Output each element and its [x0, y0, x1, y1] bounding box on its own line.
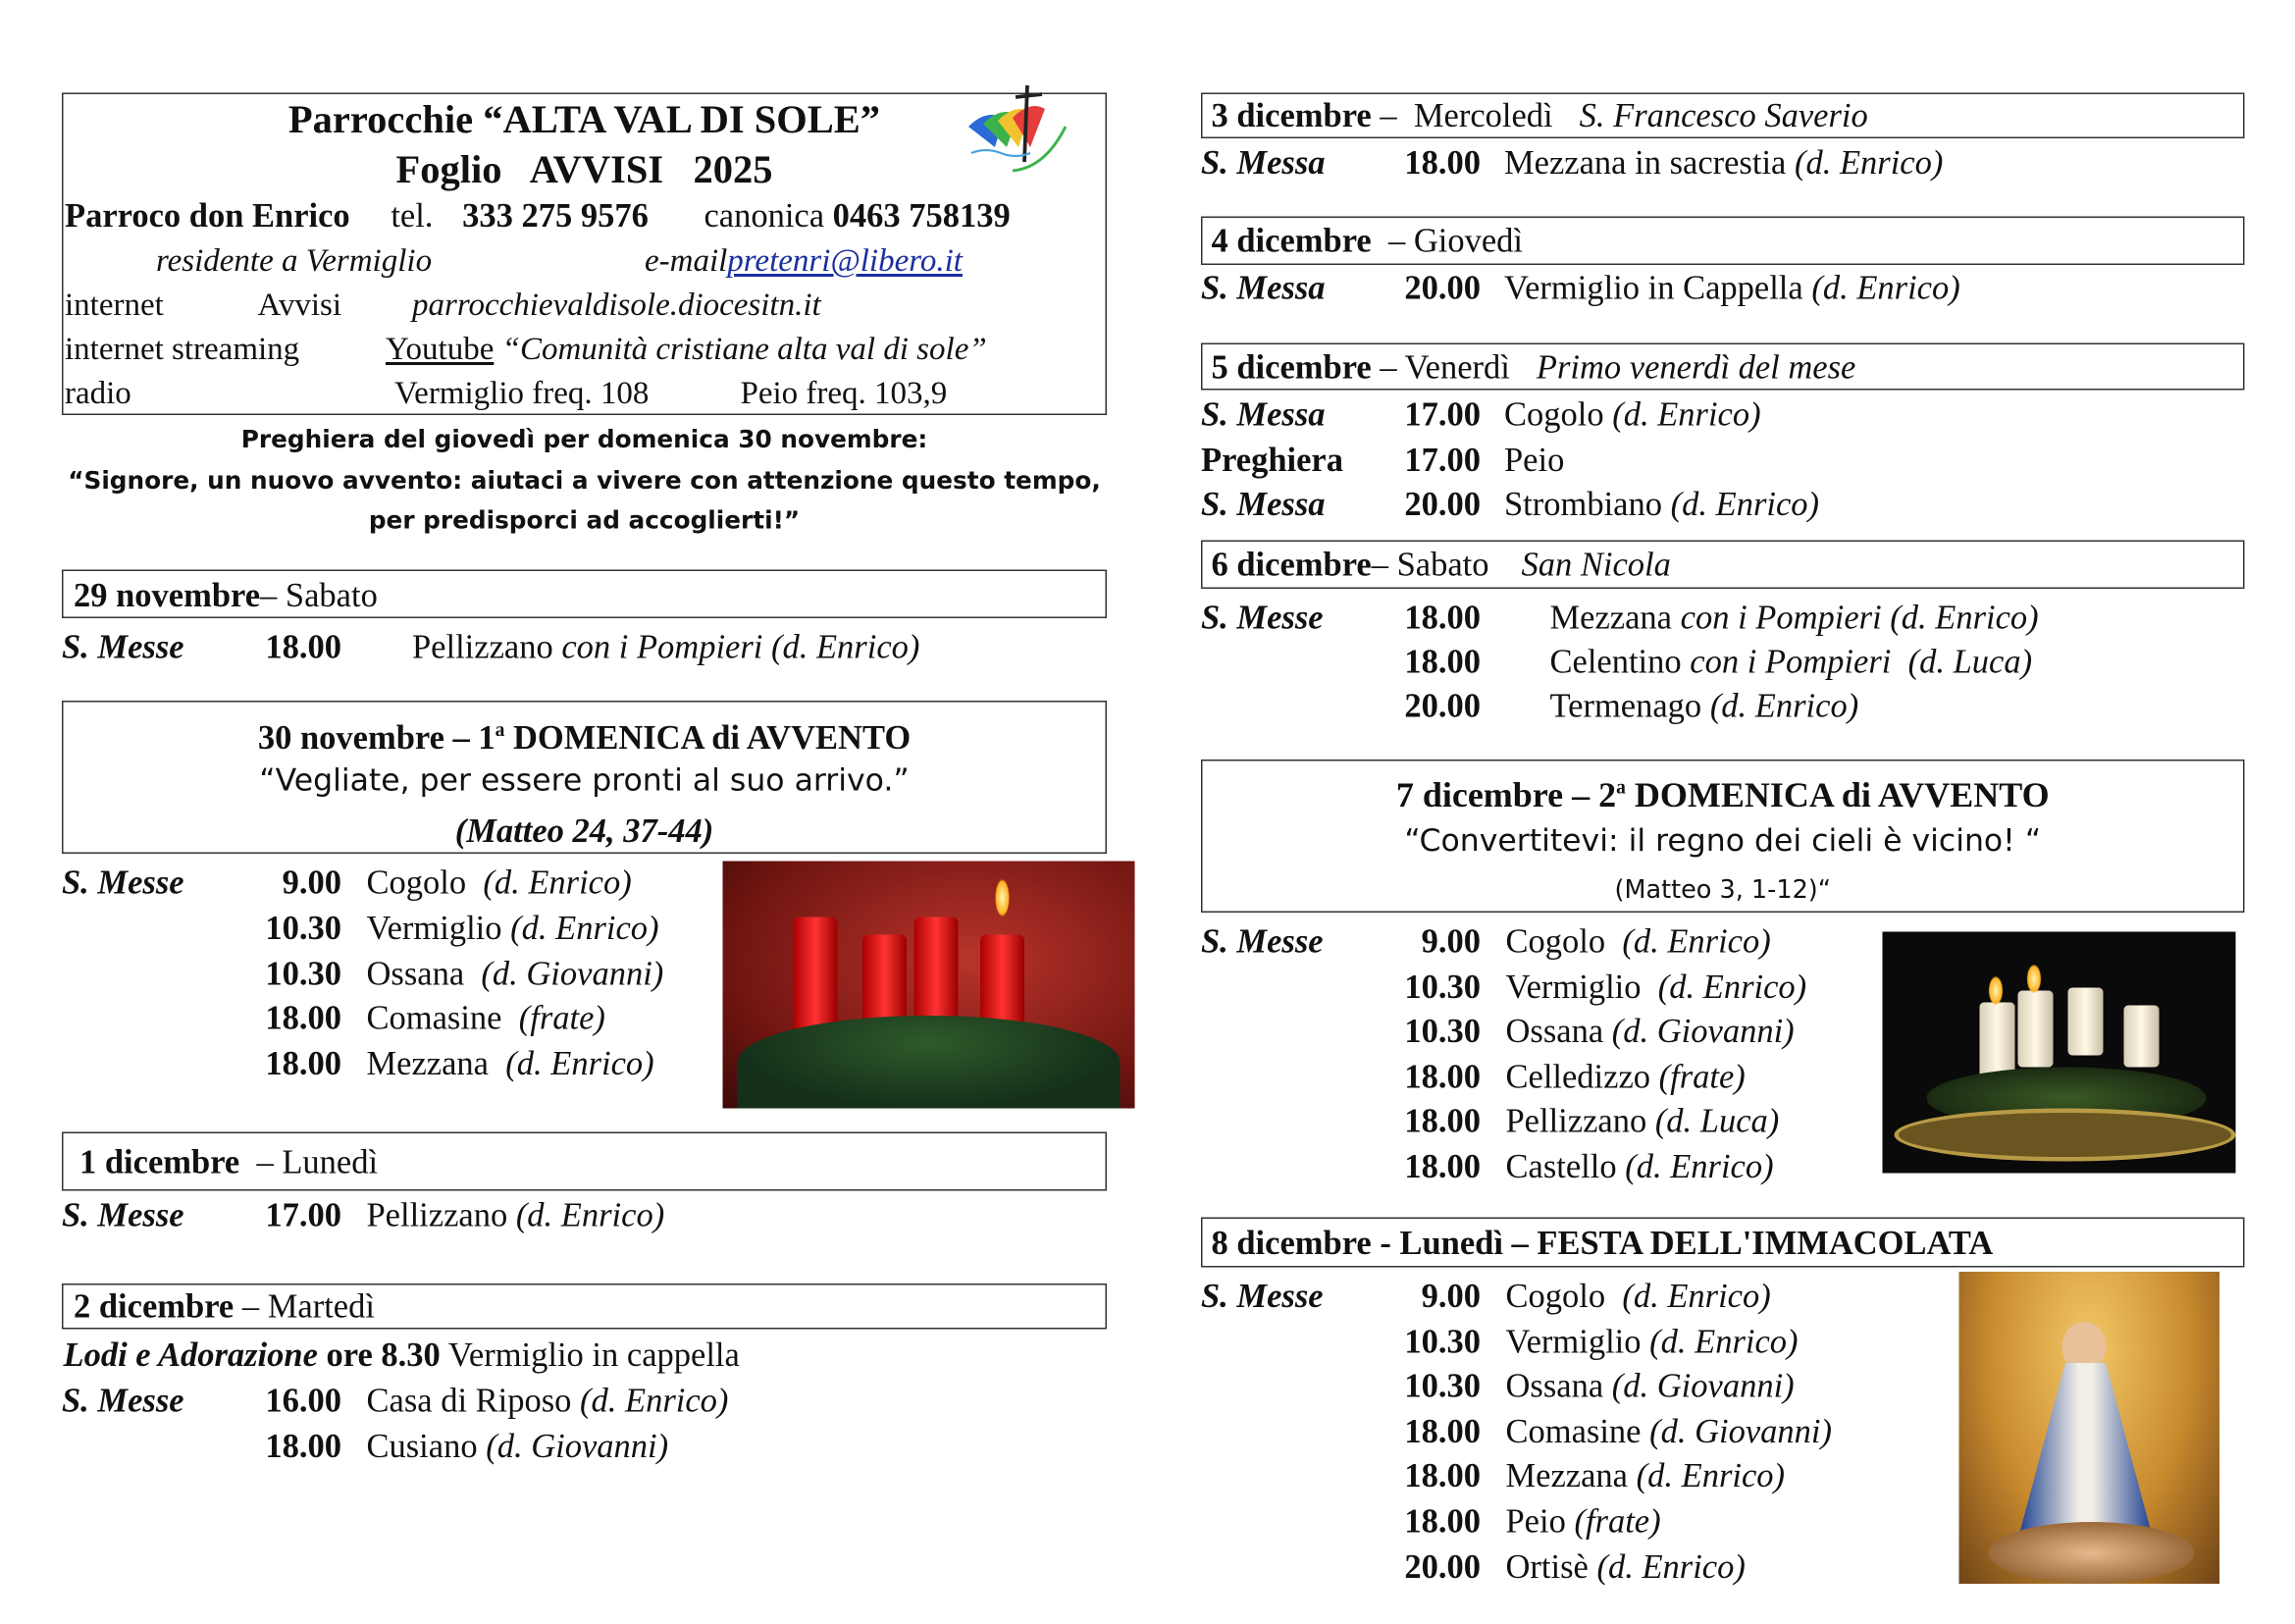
canonica-number: 0463 758139 [832, 197, 1011, 235]
service-location [1550, 686, 1859, 727]
celebrant-note: (d. Giovanni) [1611, 1013, 1795, 1050]
service-location [1506, 1102, 1780, 1143]
place: Casa di Riposo [366, 1382, 581, 1419]
celebrant-note: (d. Enrico) [1622, 1278, 1771, 1315]
ordinal: a [1616, 775, 1626, 798]
celebrant-note: (d. Enrico) [1636, 1457, 1786, 1495]
radio-peio: Peio freq. 103,9 [740, 374, 948, 411]
gospel-quote-nov30: “Vegliate, per essere pronti al suo arrivo.” [259, 762, 910, 798]
place: Vermiglio [366, 909, 511, 947]
contact-line [65, 196, 1011, 237]
heading-dic2 [74, 1286, 375, 1328]
celebrant-note: (frate) [518, 1000, 605, 1037]
celebrant-note: (d. Enrico) [1709, 687, 1859, 724]
service-location [412, 627, 919, 668]
service-type: S. Messa [1201, 486, 1326, 523]
avvisi-label: Avvisi [257, 286, 342, 323]
flame [995, 879, 1010, 917]
service-time: 18.00 [1404, 1502, 1481, 1540]
celebrant-note: (d. Giovanni) [1611, 1367, 1795, 1405]
service-time: 18.00 [1404, 1103, 1481, 1140]
service-location [1504, 143, 1943, 184]
place: Ossana [1505, 1367, 1612, 1405]
email-line [645, 240, 963, 282]
place: Pellizzano [366, 1196, 516, 1233]
place: Mezzana [1505, 1457, 1637, 1495]
canonica-label: canonica [704, 197, 825, 235]
service-time: 18.00 [1404, 144, 1481, 182]
service-time: 18.00 [265, 1000, 341, 1037]
celebrant-note: (d. Enrico) [510, 909, 659, 947]
service-time: 17.00 [265, 1196, 341, 1233]
lodi-time: ore 8.30 [326, 1336, 441, 1374]
celebrant-note: (d. Giovanni) [481, 954, 664, 992]
service-time: 17.00 [1404, 395, 1481, 433]
service-type: S. Messa [1201, 395, 1326, 433]
celebrant-note: (frate) [1658, 1058, 1746, 1095]
date: 7 dicembre – 2 [1395, 777, 1617, 815]
service-location [1550, 642, 2033, 683]
gospel-quote-dic7: “Convertitevi: il regno dei cieli è vicino! “ [1404, 822, 2042, 859]
day: – Giovedì [1371, 222, 1524, 259]
service-time: 18.00 [1404, 1412, 1481, 1450]
header-title: Parrocchie “ALTA VAL DI SOLE” [287, 97, 881, 141]
celebrant-note: (d. Luca) [1654, 1103, 1780, 1140]
service-time: 20.00 [1404, 1547, 1481, 1585]
header-subtitle: Foglio AVVISI 2025 [395, 147, 773, 191]
service-location [1506, 1546, 1746, 1588]
internet-label: internet [65, 286, 164, 323]
service-time: 20.00 [1404, 687, 1481, 724]
service-location [1506, 967, 1807, 1008]
place: Pellizzano [412, 628, 562, 665]
service-time: 10.30 [1404, 1322, 1481, 1360]
heading-dic1 [79, 1142, 378, 1183]
service-type: S. Messe [62, 628, 184, 665]
candle [794, 917, 838, 1035]
place: Peio [1504, 441, 1565, 478]
service-location [1506, 1321, 1799, 1362]
service-location [367, 999, 605, 1040]
service-time: 10.30 [1404, 968, 1481, 1005]
celebrant-note: (d. Enrico) [1596, 1547, 1746, 1585]
service-location [1506, 1411, 1833, 1452]
service-location [1506, 1277, 1771, 1318]
service-location [367, 863, 632, 904]
service-type: Preghiera [1201, 441, 1343, 478]
service-time: 18.00 [265, 1428, 341, 1465]
service-location [1506, 1456, 1786, 1497]
immacolata-painting-image [1959, 1272, 2220, 1584]
heading-nov30 [62, 709, 1107, 759]
service-location [1506, 1147, 1774, 1188]
date: 6 dicembre [1211, 546, 1372, 583]
celebrant-note: con i Pompieri (d. Enrico) [561, 628, 920, 665]
day: – Mercoledì [1371, 97, 1553, 134]
service-time: 9.00 [1421, 1278, 1481, 1315]
celebrant-note: (d. Enrico) [505, 1045, 654, 1082]
lodi-place: Vermiglio in cappella [447, 1336, 740, 1374]
day: – Venerdì [1371, 348, 1510, 386]
youtube-link[interactable]: Youtube [386, 330, 495, 367]
place: Pellizzano [1505, 1103, 1655, 1140]
place: Ossana [366, 954, 482, 992]
celebrant-note: (d. Enrico) [1811, 269, 1960, 306]
service-location [1506, 1012, 1795, 1053]
candle [1980, 1003, 2015, 1079]
service-type: S. Messa [1201, 269, 1326, 306]
celebrant-note: (d. Enrico) [515, 1196, 665, 1233]
date: 3 dicembre [1211, 97, 1372, 134]
streaming-label: internet streaming [65, 330, 300, 367]
ordinal: a [495, 718, 505, 741]
place: Vermiglio [1505, 968, 1658, 1005]
advent-wreath-red-candles-image [723, 862, 1135, 1109]
flame [1989, 976, 2004, 1006]
advent-wreath-white-candles-image [1883, 932, 2236, 1174]
place: Vermiglio in Cappella [1504, 269, 1812, 306]
service-time: 10.30 [1404, 1013, 1481, 1050]
candle [2068, 988, 2104, 1056]
place: Castello [1505, 1148, 1626, 1185]
service-location [1504, 485, 1819, 526]
service-time: 18.00 [265, 1045, 341, 1082]
service-location [367, 1427, 669, 1468]
candle [2018, 991, 2054, 1068]
candle [2124, 1006, 2160, 1068]
radio-label: radio [65, 374, 131, 411]
place: Termenago [1549, 687, 1710, 724]
service-time: 10.30 [1404, 1367, 1481, 1405]
place: Celledizzo [1505, 1058, 1659, 1095]
place: Vermiglio [1505, 1322, 1650, 1360]
celebrant-note: (d. Enrico) [1625, 1148, 1774, 1185]
place: Cusiano [366, 1428, 487, 1465]
celebrant-note: (frate) [1574, 1502, 1661, 1540]
date: 29 novembre [74, 577, 261, 614]
jubilee-logo [942, 82, 1071, 177]
lodi-row [64, 1336, 740, 1377]
service-time: 10.30 [265, 954, 341, 992]
service-time: 20.00 [1404, 269, 1481, 306]
service-location [1504, 394, 1761, 436]
streaming-line [386, 329, 987, 370]
service-location [367, 953, 664, 994]
figure-robe [2018, 1363, 2154, 1540]
place: Celentino [1549, 643, 1691, 680]
day: – Martedì [234, 1287, 375, 1325]
website[interactable]: parrocchievaldisole.diocesitn.it [412, 286, 821, 323]
celebrant-note: (d. Enrico) [483, 864, 632, 901]
service-location [1506, 921, 1771, 963]
service-time: 9.00 [1421, 922, 1481, 960]
prayer-text-1: “Signore, un nuovo avvento: aiutaci a vivere con attenzione questo tempo, [68, 466, 1101, 495]
date: 2 dicembre [74, 1287, 235, 1325]
service-type: S. Messe [1201, 1278, 1324, 1315]
service-type: S. Messe [1201, 599, 1324, 636]
tel-number: 333 275 9576 [462, 197, 649, 235]
service-time: 18.00 [1404, 1148, 1481, 1185]
celebrant-note: (d. Enrico) [1657, 968, 1807, 1005]
service-location [1506, 1057, 1746, 1098]
residence: residente a Vermiglio [156, 241, 433, 279]
email-label: e-mail [645, 241, 728, 279]
service-time: 18.00 [1404, 1457, 1481, 1495]
saint: San Nicola [1521, 546, 1671, 583]
lodi-label: Lodi e Adorazione [63, 1336, 318, 1374]
day: – Lunedì [239, 1143, 379, 1180]
place: Cogolo [1505, 1278, 1623, 1315]
celebrant-note: (d. Enrico) [1622, 922, 1771, 960]
celebrant-note: (d. Enrico) [580, 1382, 729, 1419]
gospel-ref-nov30: (Matteo 24, 37-44) [454, 812, 714, 850]
date: 5 dicembre [1211, 348, 1372, 386]
service-time: 18.00 [265, 628, 341, 665]
title: DOMENICA di AVVENTO [504, 718, 912, 757]
service-location [1506, 1366, 1795, 1407]
heading-nov29 [74, 576, 378, 617]
place: Comasine [366, 1000, 519, 1037]
gospel-ref-dic7: (Matteo 3, 1-12)“ [1614, 875, 1831, 906]
day: – Sabato [260, 577, 378, 614]
title: DOMENICA di AVVENTO [1625, 777, 2050, 815]
place: Comasine [1505, 1412, 1650, 1450]
saint: S. Francesco Saverio [1579, 97, 1868, 134]
service-time: 18.00 [1404, 599, 1481, 636]
service-time: 18.00 [1404, 1058, 1481, 1095]
date: 1 dicembre [79, 1143, 240, 1180]
celebrant-note: (d. Enrico) [1670, 486, 1820, 523]
celebrant-note: con i Pompieri (d. Enrico) [1680, 599, 2039, 636]
place: Mezzana in sacrestia [1504, 144, 1795, 182]
service-location [367, 1381, 729, 1422]
day: – Sabato [1371, 546, 1489, 583]
date: 4 dicembre [1211, 222, 1372, 259]
place: Mezzana [366, 1045, 506, 1082]
celebrant-note: (d. Enrico) [1794, 144, 1944, 182]
service-type: S. Messe [62, 1196, 184, 1233]
place: Cogolo [1505, 922, 1623, 960]
service-time: 20.00 [1404, 486, 1481, 523]
service-location [1504, 440, 1564, 481]
tray [1895, 1109, 2236, 1162]
service-type: S. Messe [62, 1382, 184, 1419]
email-link[interactable]: pretenri@libero.it [727, 241, 963, 279]
service-location [1550, 598, 2039, 639]
celebrant-note: (d. Enrico) [1649, 1322, 1799, 1360]
place: Ortisè [1505, 1547, 1597, 1585]
place: Peio [1505, 1502, 1575, 1540]
celebrant-note: (d. Giovanni) [1649, 1412, 1833, 1450]
date: 30 novembre – 1 [257, 718, 496, 757]
radio-vermiglio: Vermiglio freq. 108 [394, 374, 650, 411]
service-time: 18.00 [1404, 643, 1481, 680]
service-location [367, 908, 659, 949]
service-time: 17.00 [1404, 441, 1481, 478]
prayer-text-2: per predisporci ad accoglierti!” [368, 506, 801, 535]
service-time: 16.00 [265, 1382, 341, 1419]
service-location [367, 1044, 654, 1085]
celebrant-note: (d. Giovanni) [486, 1428, 669, 1465]
service-time: 9.00 [282, 864, 341, 901]
place: Mezzana [1549, 599, 1681, 636]
wreath [738, 1016, 1121, 1109]
prayer-heading: Preghiera del giovedì per domenica 30 novembre: [240, 425, 928, 453]
place: Cogolo [366, 864, 484, 901]
service-location [1504, 268, 1960, 309]
heading-dic7 [1201, 767, 2245, 817]
service-location [1506, 1501, 1661, 1543]
saint: Primo venerdì del mese [1536, 348, 1856, 386]
tel-label: tel. [391, 197, 434, 235]
service-location [367, 1195, 665, 1236]
celebrant-note: (d. Enrico) [1612, 395, 1761, 433]
channel-name: “Comunità cristiane alta val di sole” [501, 330, 987, 367]
place: Strombiano [1504, 486, 1671, 523]
place: Cogolo [1504, 395, 1613, 433]
heading-dic6 [1212, 545, 1671, 586]
service-type: S. Messa [1201, 144, 1326, 182]
heading-dic5 [1212, 347, 1856, 389]
heading-dic3 [1212, 96, 1868, 137]
parroco-name: Parroco don Enrico [65, 197, 350, 235]
service-type: S. Messe [1201, 922, 1324, 960]
heading-dic4 [1212, 221, 1524, 262]
heading-dic8: 8 dicembre - Lunedì – FESTA DELL'IMMACOLATA [1211, 1225, 1994, 1262]
service-time: 10.30 [265, 909, 341, 947]
service-type: S. Messe [62, 864, 184, 901]
celebrant-note: con i Pompieri (d. Luca) [1690, 643, 2033, 680]
cherubs [1989, 1522, 2195, 1584]
place: Ossana [1505, 1013, 1612, 1050]
flame [2027, 965, 2042, 994]
